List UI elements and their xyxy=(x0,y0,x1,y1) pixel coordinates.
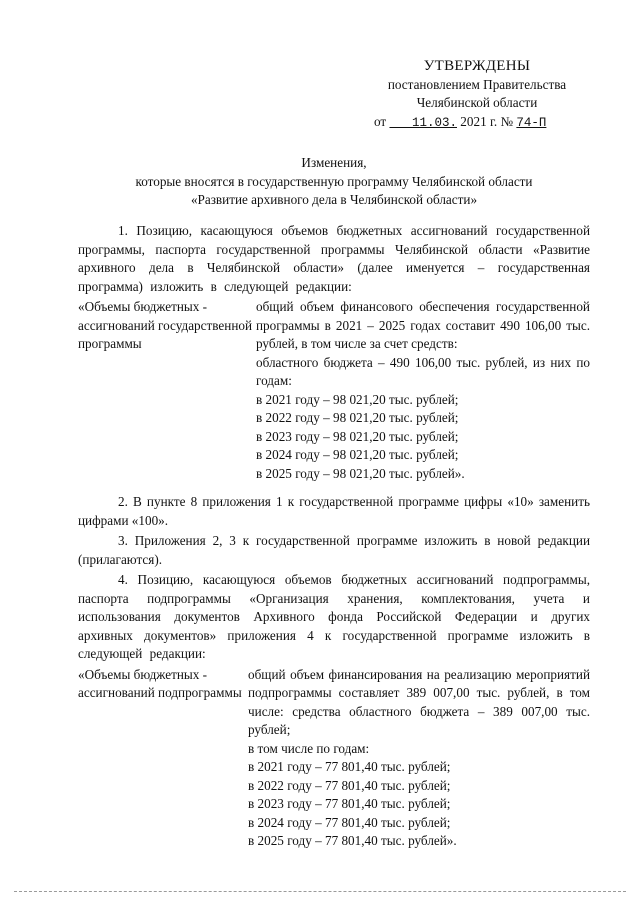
item-4-left-label: «Объемы бюджетных - ассигнований подпрограммы xyxy=(78,666,242,700)
ref-prefix: от xyxy=(374,113,387,129)
item-4-year: в 2025 году – 77 801,40 тыс. рублей». xyxy=(248,833,457,848)
approval-date: ___11.03. xyxy=(389,115,457,130)
item-1-year: в 2022 году – 98 021,20 тыс. рублей; xyxy=(256,410,459,425)
item-1-year: в 2023 году – 98 021,20 тыс. рублей; xyxy=(256,428,459,444)
item-4-right-cell xyxy=(248,666,590,851)
item-1-right-intro: общий объем финансового обеспечения государственной программы в 2021 – 2025 годах составит 490 106,00 тыс. рублей, в том числе за счет средств: xyxy=(256,299,590,351)
item-1-year: в 2021 году – 98 021,20 тыс. рублей; xyxy=(256,391,459,407)
document-title xyxy=(78,154,590,210)
item-2-text: 2. В пункте 8 приложения 1 к государственной программе цифры «10» заменить цифрами «100». xyxy=(78,494,590,528)
item-4-text: 4. Позицию, касающуюся объемов бюджетных ассигнований подпрограммы, паспорта подпрограммы «Организация хранения, комплектования, учета и использования документов Архивного фонда Российской Федерации и других архивных документов» приложения 4 к государственной программе изложить в следующей редакции: xyxy=(78,572,590,661)
item-4-right-sub: в том числе по годам: xyxy=(248,740,370,756)
item-1-year: в 2024 году – 98 021,20 тыс. рублей; xyxy=(256,447,459,462)
item-1-text: 1. Позицию, касающуюся объемов бюджетных ассигнований государственной программы, паспорта государственной программы Челябинской области «Развитие архивного дела в Челябинской области» (далее именуется – государственная программа) изложить в следующей редакции: xyxy=(78,223,590,294)
approval-line-1: постановлением Правительства xyxy=(387,76,567,92)
approval-line-2: Челябинской области xyxy=(416,95,538,110)
item-4-year: в 2022 году – 77 801,40 тыс. рублей; xyxy=(248,777,451,793)
title-line-1: Изменения, xyxy=(301,155,367,170)
item-1-left-label: «Объемы бюджетных - ассигнований государственной программы xyxy=(78,299,253,351)
approval-number: 74-П xyxy=(516,115,547,130)
approval-reference xyxy=(372,113,582,133)
item-4-right-intro: общий объем финансирования на реализацию мероприятий подпрограммы составляет 389 007,00 тыс. рублей, в том числе: средства областного бюджета – 389 007,00 тыс. рублей; xyxy=(248,666,590,737)
item-4-year: в 2021 году – 77 801,40 тыс. рублей; xyxy=(248,759,451,774)
item-4-year: в 2023 году – 77 801,40 тыс. рублей; xyxy=(248,796,451,811)
title-line-3: «Развитие архивного дела в Челябинской области» xyxy=(190,192,478,207)
title-line-2: которые вносятся в государственную программу Челябинской области xyxy=(135,173,533,189)
approval-heading: УТВЕРЖДЕНЫ xyxy=(423,58,531,74)
page-bottom-divider xyxy=(14,891,626,892)
item-1-right-regional: областного бюджета – 490 106,00 тыс. рублей, из них по годам: xyxy=(256,354,590,388)
item-1-right-cell xyxy=(256,298,590,483)
item-1-table xyxy=(78,298,590,483)
item-4-table xyxy=(78,666,590,851)
item-1-year: в 2025 году – 98 021,20 тыс. рублей». xyxy=(256,465,465,481)
item-3-text: 3. Приложения 2, 3 к государственной программе изложить в новой редакции (прилагаются). xyxy=(78,533,590,567)
document-body xyxy=(78,222,590,857)
item-4-year: в 2024 году – 77 801,40 тыс. рублей; xyxy=(248,814,451,830)
ref-year: 2021 г. № xyxy=(460,113,514,129)
approval-stamp xyxy=(372,57,582,132)
